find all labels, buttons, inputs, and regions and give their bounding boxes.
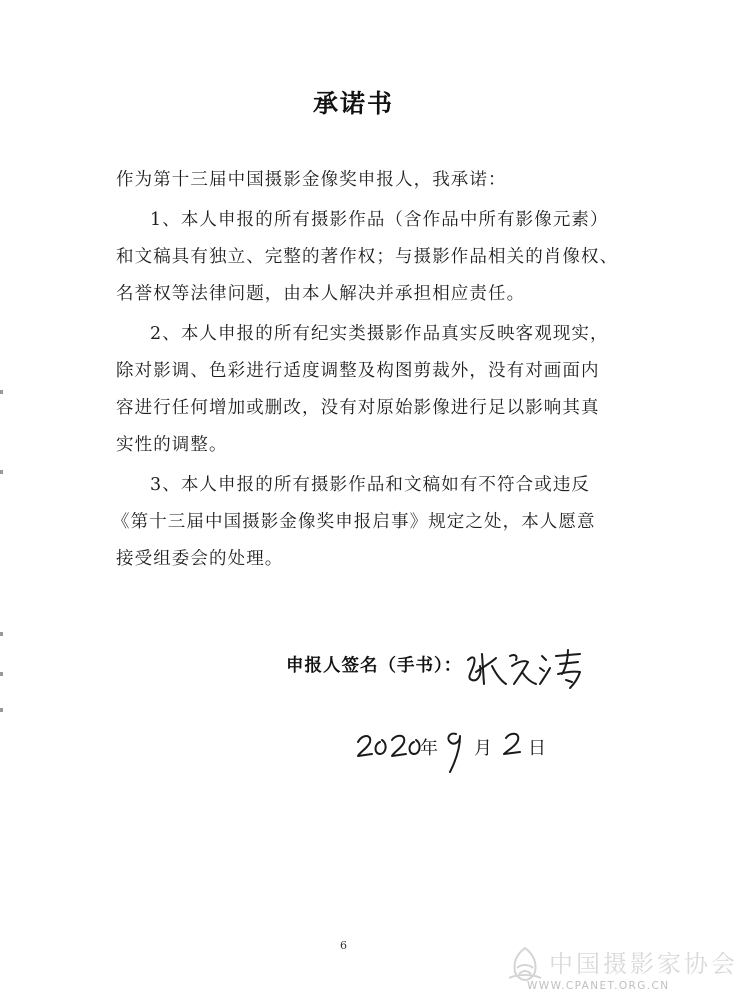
scan-edge-mark bbox=[0, 672, 3, 676]
handwritten-date bbox=[356, 720, 556, 780]
clause-3-line-1: 3、本人申报的所有摄影作品和文稿如有不符合或违反 bbox=[150, 475, 591, 495]
scan-edge-mark bbox=[0, 390, 3, 394]
watermark-name: 中国摄影家协会 bbox=[549, 950, 738, 978]
scan-edge-mark bbox=[0, 632, 3, 636]
date-month-unit: 月 bbox=[474, 738, 492, 759]
watermark bbox=[505, 940, 738, 998]
clause-1-line-3: 名誉权等法律问题，由本人解决并承担相应责任。 bbox=[116, 284, 526, 304]
watermark-url: WWW.CPANET.ORG.CN bbox=[527, 980, 670, 992]
page-number: 6 bbox=[340, 939, 347, 952]
clause-3-line-2: 《第十三届中国摄影金像奖申报启事》规定之处，本人愿意 bbox=[112, 512, 596, 532]
scan-edge-mark bbox=[0, 470, 3, 474]
date-day-unit: 日 bbox=[528, 738, 546, 759]
clause-1-line-2: 和文稿具有独立、完整的著作权；与摄影作品相关的肖像权、 bbox=[116, 247, 619, 267]
intro-paragraph: 作为第十三届中国摄影金像奖申报人，我承诺： bbox=[116, 170, 507, 190]
document-title: 承诺书 bbox=[312, 89, 394, 118]
clause-2-line-2: 除对影调、色彩进行适度调整及构图剪裁外，没有对画面内 bbox=[116, 361, 600, 381]
scan-edge-mark bbox=[0, 708, 3, 712]
clause-1-line-1: 1、本人申报的所有摄影作品（含作品中所有影像元素） bbox=[150, 210, 609, 230]
handwritten-signature bbox=[462, 638, 612, 698]
association-logo-icon bbox=[505, 944, 545, 984]
clause-2-line-1: 2、本人申报的所有纪实类摄影作品真实反映客观现实， bbox=[150, 324, 609, 344]
clause-3-line-3: 接受组委会的处理。 bbox=[116, 549, 284, 569]
signature-label: 申报人签名（手书）： bbox=[286, 656, 463, 676]
date-year-unit: 年 bbox=[420, 738, 438, 759]
clause-2-line-4: 实性的调整。 bbox=[116, 435, 228, 455]
clause-2-line-3: 容进行任何增加或删改，没有对原始影像进行足以影响其真 bbox=[116, 398, 600, 418]
